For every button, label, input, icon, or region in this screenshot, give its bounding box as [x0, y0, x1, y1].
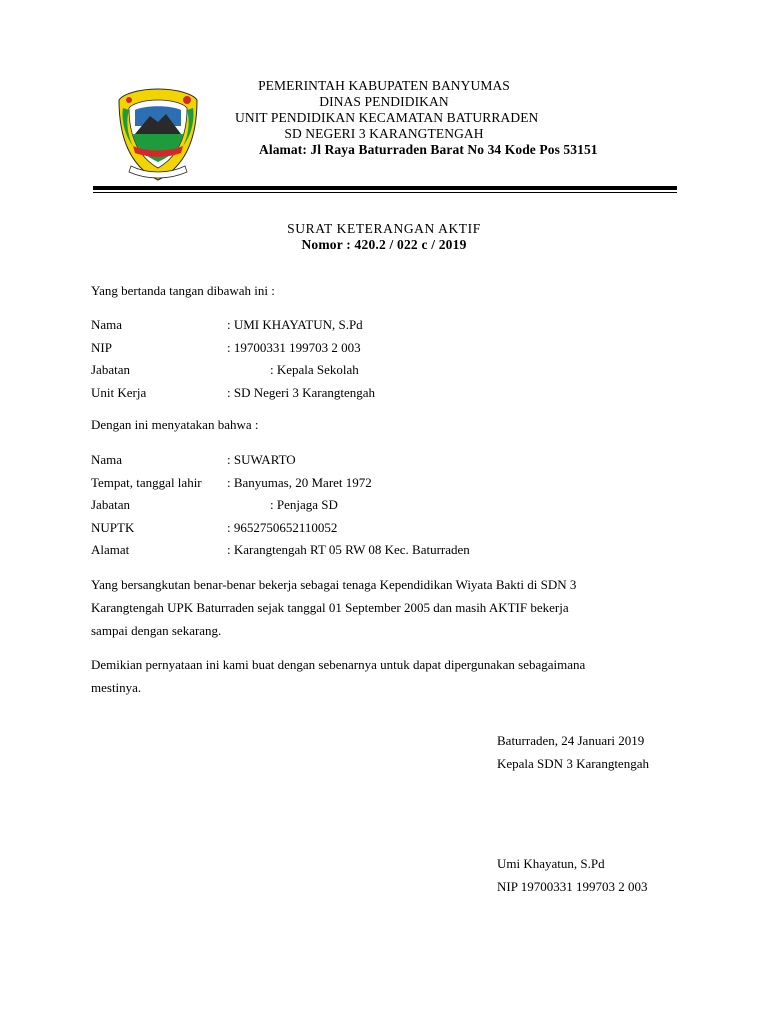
body-line: Karangtengah UPK Baturraden sejak tanggal 01 September 2005 dan masih AKTIF bekerja [91, 600, 569, 615]
subject-row-address [91, 542, 691, 560]
letterhead-divider-thin [93, 192, 677, 193]
field-label: NUPTK [91, 520, 135, 535]
letterhead-line-2: DINAS PENDIDIKAN [319, 94, 449, 109]
body-line: Demikian pernyataan ini kami buat dengan sebenarnya untuk dapat dipergunakan sebagaimana [91, 657, 586, 672]
signature-nip: NIP 19700331 199703 2 003 [497, 879, 648, 894]
subject-row-jabatan [91, 497, 691, 515]
field-label: Tempat, tanggal lahir [91, 475, 202, 490]
field-value: : Banyumas, 20 Maret 1972 [227, 475, 372, 490]
signer-row-unit [91, 385, 691, 403]
field-value: : Kepala Sekolah [270, 362, 359, 377]
subject-row-nuptk [91, 520, 691, 538]
signer-row-name [91, 317, 691, 335]
statement-text: Dengan ini menyatakan bahwa : [91, 417, 259, 432]
letterhead-address: Alamat: Jl Raya Baturraden Barat No 34 Kode Pos 53151 [259, 142, 598, 157]
subject-row-name [91, 452, 691, 470]
signature-name: Umi Khayatun, S.Pd [497, 856, 605, 871]
letter-title: SURAT KETERANGAN AKTIF [287, 221, 481, 236]
field-value: : SD Negeri 3 Karangtengah [227, 385, 376, 400]
field-label: Jabatan [91, 362, 130, 377]
letterhead [235, 78, 598, 158]
signer-row-nip [91, 340, 691, 358]
signature-place-date: Baturraden, 24 Januari 2019 [497, 733, 645, 748]
letterhead-line-1: PEMERINTAH KABUPATEN BANYUMAS [258, 78, 510, 93]
field-value: : UMI KHAYATUN, S.Pd [227, 317, 363, 332]
field-value: : 19700331 199703 2 003 [227, 340, 361, 355]
letterhead-line-3: UNIT PENDIDIKAN KECAMATAN BATURRADEN [235, 110, 539, 125]
subject-row-birth [91, 475, 691, 493]
body-line: mestinya. [91, 680, 142, 695]
body-paragraph-2 [91, 653, 681, 699]
field-label: Jabatan [91, 497, 130, 512]
signature-position: Kepala SDN 3 Karangtengah [497, 756, 649, 771]
intro-text: Yang bertanda tangan dibawah ini : [91, 283, 275, 298]
signer-row-jabatan [91, 362, 691, 380]
field-label: NIP [91, 340, 112, 355]
field-value: : Karangtengah RT 05 RW 08 Kec. Baturraden [227, 542, 470, 557]
letter-number: Nomor : 420.2 / 022 c / 2019 [301, 237, 467, 252]
field-value: : Penjaga SD [270, 497, 338, 512]
field-label: Unit Kerja [91, 385, 147, 400]
body-line: Yang bersangkutan benar-benar bekerja sebagai tenaga Kependidikan Wiyata Bakti di SDN 3 [91, 577, 577, 592]
field-label: Alamat [91, 542, 130, 557]
letterhead-divider-thick [93, 186, 677, 190]
letterhead-line-4: SD NEGERI 3 KARANGTENGAH [284, 126, 484, 141]
body-line: sampai dengan sekarang. [91, 623, 222, 638]
body-paragraph-1 [91, 573, 681, 642]
field-value: : SUWARTO [227, 452, 296, 467]
field-value: : 9652750652110052 [227, 520, 338, 535]
field-label: Nama [91, 452, 123, 467]
banyumas-regency-emblem-icon [117, 86, 199, 182]
field-label: Nama [91, 317, 123, 332]
